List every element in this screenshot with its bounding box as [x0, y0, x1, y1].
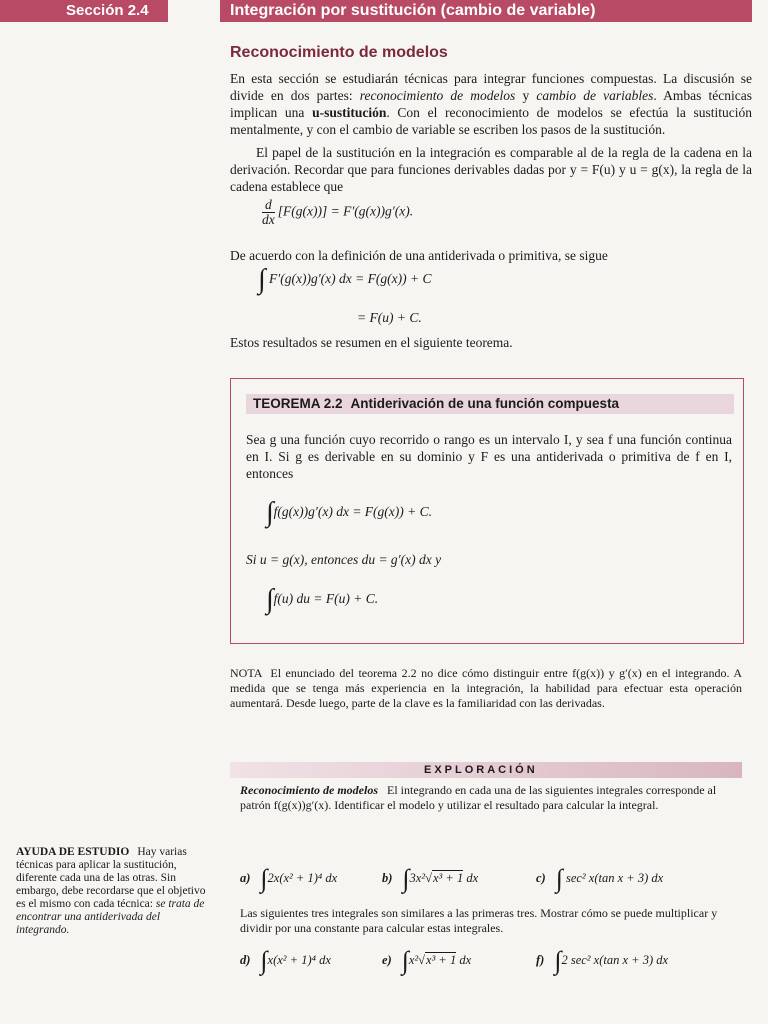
intro-paragraph-4: Estos resultados se resumen en el siguiente teorema.	[230, 335, 513, 350]
exercise-a: a) ∫2x(x² + 1)⁴ dx	[240, 864, 338, 893]
theorem-number: TEOREMA 2.2	[253, 396, 343, 411]
antiderivative-equation-1: ∫ F′(g(x))g′(x) dx = F(g(x)) + C	[258, 264, 432, 295]
intro-paragraph-2: El papel de la sustitución en la integración es comparable al de la regla de la cadena en la derivación. Recordar que para funciones derivables dadas por y = F(u) y u = g(x), la regla de la cadena establece que	[230, 145, 752, 194]
exercise-e: e) ∫x²√x³ + 1 dx	[382, 946, 472, 975]
exploration-text: Reconocimiento de modelos El integrando en cada una de las siguientes integrales corresponde al patrón f(g(x))g′(x). Identificar el modelo y utilizar el resultado para calcular la integral.	[240, 783, 717, 812]
page-heading: Reconocimiento de modelos	[230, 44, 448, 61]
theorem-header	[246, 394, 734, 414]
theorem-equation-1: ∫f(g(x))g′(x) dx = F(g(x)) + C.	[266, 497, 433, 528]
theorem-equation-2: ∫f(u) du = F(u) + C.	[266, 584, 379, 615]
exploration-title: EXPLORACIÓN	[424, 764, 538, 776]
chain-rule-equation: $\frac{d}{dx}$ [F(g(x))] = F′(g(x))g′(x).	[262, 197, 414, 227]
exercise-f: f) ∫2 sec² x(tan x + 3) dx	[536, 946, 669, 975]
theorem-condition: Si u = g(x), entonces du = g′(x) dx y	[246, 552, 442, 567]
header-band-gap	[168, 0, 220, 22]
chapter-title: Integración por sustitución (cambio de variable)	[230, 2, 596, 19]
exercise-d: d) ∫x(x² + 1)⁴ dx	[240, 946, 331, 975]
exploration-mid-text: Las siguientes tres integrales son similares a las primeras tres. Mostrar cómo se puede multiplicar y dividir por una constante para calcular estas integrales.	[240, 906, 718, 935]
antiderivative-equation-2: = F(u) + C.	[357, 310, 422, 325]
note-block: NOTA El enunciado del teorema 2.2 no dice cómo distinguir entre f(g(x)) y g′(x) en el integrando. A medida que se tenga más experiencia en la integración, la habilidad para efectuar esta operación aumentará. Desde luego, parte de la clave es la familiaridad con las derivadas.	[230, 666, 742, 710]
theorem-title: Antiderivación de una función compuesta	[350, 396, 620, 411]
exercise-c: c) ∫ sec² x(tan x + 3) dx	[536, 864, 664, 893]
section-label: Sección 2.4	[66, 2, 149, 19]
exercise-b: b) ∫3x²√x³ + 1 dx	[382, 864, 479, 893]
intro-paragraph-1: En esta sección se estudiarán técnicas para integrar funciones compuestas. La discusión se divide en dos partes: reconocimiento de modelos y cambio de variables. Ambas técnicas implican una u-sustitución. Con el reconocimiento de modelos se efectúa la sustitución mentalmente, y con el cambio de variable se escriben los pasos de la sustitución.	[230, 71, 752, 137]
study-aid-sidebar: AYUDA DE ESTUDIO Hay varias técnicas para aplicar la sustitución, diferente cada una de las otras. Sin embargo, debe recordarse que el objetivo es el mismo con cada técnica: se trata de encontrar una antiderivada del integrando.	[16, 846, 206, 936]
note-label: NOTA	[230, 666, 263, 680]
intro-paragraph-3: De acuerdo con la definición de una antiderivada o primitiva, se sigue	[230, 248, 608, 263]
theorem-text: Sea g una función cuyo recorrido o rango es un intervalo I, y sea f una función continua en I. Si g es derivable en su dominio y F es una antiderivada o primitiva de f en I, entonces	[246, 432, 732, 481]
